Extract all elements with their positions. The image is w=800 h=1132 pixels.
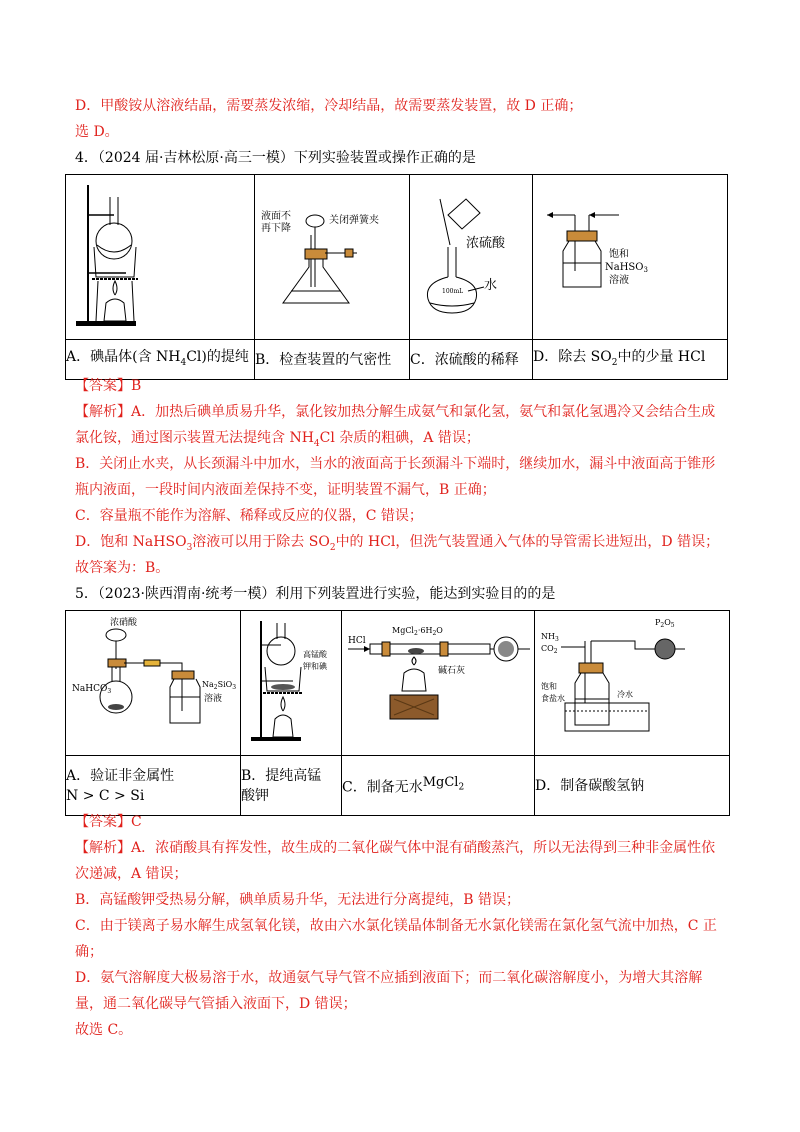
q5-analysis-5: 确； bbox=[75, 944, 103, 960]
q5-figure-c bbox=[342, 611, 535, 756]
q5-figb-label2: 钾和碘 bbox=[303, 662, 327, 671]
q5-option-b: B．提纯高锰 酸钾 bbox=[241, 756, 342, 816]
q5-analysis-8: 故选 C。 bbox=[75, 1022, 133, 1038]
q4-figd-label3: 溶液 bbox=[609, 275, 629, 286]
prev-choose: 选 D。 bbox=[75, 124, 119, 140]
q5-option-a: A．验证非金属性 N > C > Si bbox=[66, 756, 241, 816]
q4-analysis-4: 瓶内液面，一段时间内液面差保持不变，证明装置不漏气，B 正确； bbox=[75, 482, 496, 498]
q5-figd-label5: 食盐水 bbox=[541, 694, 565, 703]
q4-figure-c bbox=[410, 175, 533, 340]
q4-analysis-5: C．容量瓶不能作为溶解、稀释或反应的仪器，C 错误； bbox=[75, 508, 423, 524]
q4-analysis-3: B．关闭止水夹，从长颈漏斗中加水，当水的液面高于长颈漏斗下端时，继续加水，漏斗中液面高于锥形 bbox=[75, 456, 716, 472]
q4-option-a: A．碘晶体(含 $NH_4Cl$)的提纯 bbox=[66, 340, 255, 380]
q5-figc-label3: 碱石灰 bbox=[438, 666, 466, 676]
q5-figa-label4: 溶液 bbox=[204, 694, 223, 704]
q4-figb-label3: 关闭弹簧夹 bbox=[329, 215, 379, 226]
q4-figure-b bbox=[255, 175, 410, 340]
q5-table bbox=[65, 610, 730, 816]
q4-option-d: D．除去 $SO_2$中的少量 HCl bbox=[533, 340, 728, 380]
q5-analysis-6: D．氨气溶解度大极易溶于水，故通氨气导气管不应插到液面下；而二氧化碳溶解度小，为增大其溶解 bbox=[75, 970, 703, 986]
q4-figc-label1: 浓硫酸 bbox=[466, 236, 506, 251]
q5-figc-label2: $MgCl_2\cdot 6H_2O$ bbox=[392, 626, 443, 637]
q5-figa-label2: NaHCO$_3$ bbox=[72, 684, 112, 695]
q5-figb-label1: 高锰酸 bbox=[303, 650, 327, 659]
q4-figd-label2: NaHSO$_3$ bbox=[605, 262, 648, 274]
q4-analysis-2: 氯化铵，通过图示装置无法提纯含 $NH_4Cl$ 杂质的粗碘，A 错误； bbox=[75, 430, 480, 449]
q5-analysis-4: C．由于镁离子易水解生成氢氧化镁，故由六水氯化镁晶体制备无水氯化镁需在氯化氢气流中加热，C 正 bbox=[75, 918, 717, 934]
q5-figd-label6: 冷水 bbox=[617, 690, 633, 699]
q5-figure-a bbox=[66, 611, 241, 756]
q5-option-c: C．制备无水$^{MgCl_2}$ bbox=[342, 756, 535, 816]
q5-analysis-2: 次递减，A 错误； bbox=[75, 866, 188, 882]
q4-figd-label1: 饱和 bbox=[609, 249, 629, 260]
q4-figc-flask: 100mL bbox=[442, 288, 464, 295]
q5-stem: 5．（2023·陕西渭南·统考一模）利用下列装置进行实验，能达到实验目的的是 bbox=[75, 586, 556, 602]
q4-answer: 【答案】B bbox=[75, 378, 142, 394]
q4-option-c: C．浓硫酸的稀释 bbox=[410, 340, 533, 380]
q4-figb-label2: 再下降 bbox=[261, 223, 291, 234]
q4-stem: 4．（2024 届·吉林松原·高三一模）下列实验装置或操作正确的是 bbox=[75, 150, 476, 166]
q4-figure-d bbox=[533, 175, 728, 340]
prev-option-d: D．甲酸铵从溶液结晶，需要蒸发浓缩，冷却结晶，故需要蒸发装置，故 D 正确； bbox=[75, 98, 583, 114]
q4-analysis-1: 【解析】A．加热后碘单质易升华，氯化铵加热分解生成氨气和氯化氢，氨气和氯化氢遇冷又会结合生成 bbox=[75, 404, 716, 420]
q5-analysis-3: B．高锰酸钾受热易分解，碘单质易升华，无法进行分离提纯，B 错误； bbox=[75, 892, 521, 908]
q5-figd-label4: 饱和 bbox=[541, 682, 557, 691]
q4-figc-label2: 水 bbox=[484, 278, 498, 293]
q5-figd-label3: $P_2O_5$ bbox=[655, 618, 675, 629]
q5-figure-b bbox=[241, 611, 342, 756]
q5-figd-label1: $NH_3$ bbox=[541, 632, 559, 643]
q4-analysis-7: 故答案为：B。 bbox=[75, 560, 170, 576]
q5-analysis-7: 量，通二氧化碳导气管插入液面下，D 错误； bbox=[75, 996, 357, 1012]
q4-option-b: B．检查装置的气密性 bbox=[255, 340, 410, 380]
q4-figb-label1: 液面不 bbox=[261, 211, 291, 222]
q4-analysis-6: D．饱和 NaHSO$_3$溶液可以用于除去 $SO_2$中的 HCl，但洗气装置通入气体的导管需长进短出，D 错误； bbox=[75, 534, 720, 553]
q5-figd-label2: $CO_2$ bbox=[541, 644, 558, 655]
q5-analysis-1: 【解析】A．浓硝酸具有挥发性，故生成的二氧化碳气体中混有硝酸蒸汽，所以无法得到三种非金属性依 bbox=[75, 840, 716, 856]
q5-figure-d bbox=[535, 611, 730, 756]
q5-figc-label1: HCl bbox=[348, 636, 366, 646]
q4-figure-a bbox=[66, 175, 255, 340]
q5-figa-label3: $Na_2SiO_3$ bbox=[202, 680, 237, 691]
q5-option-d: D．制备碳酸氢钠 bbox=[535, 756, 730, 816]
q5-answer: 【答案】C bbox=[75, 814, 142, 830]
q4-table bbox=[65, 174, 728, 380]
q5-figa-label1: 浓硝酸 bbox=[110, 618, 138, 628]
